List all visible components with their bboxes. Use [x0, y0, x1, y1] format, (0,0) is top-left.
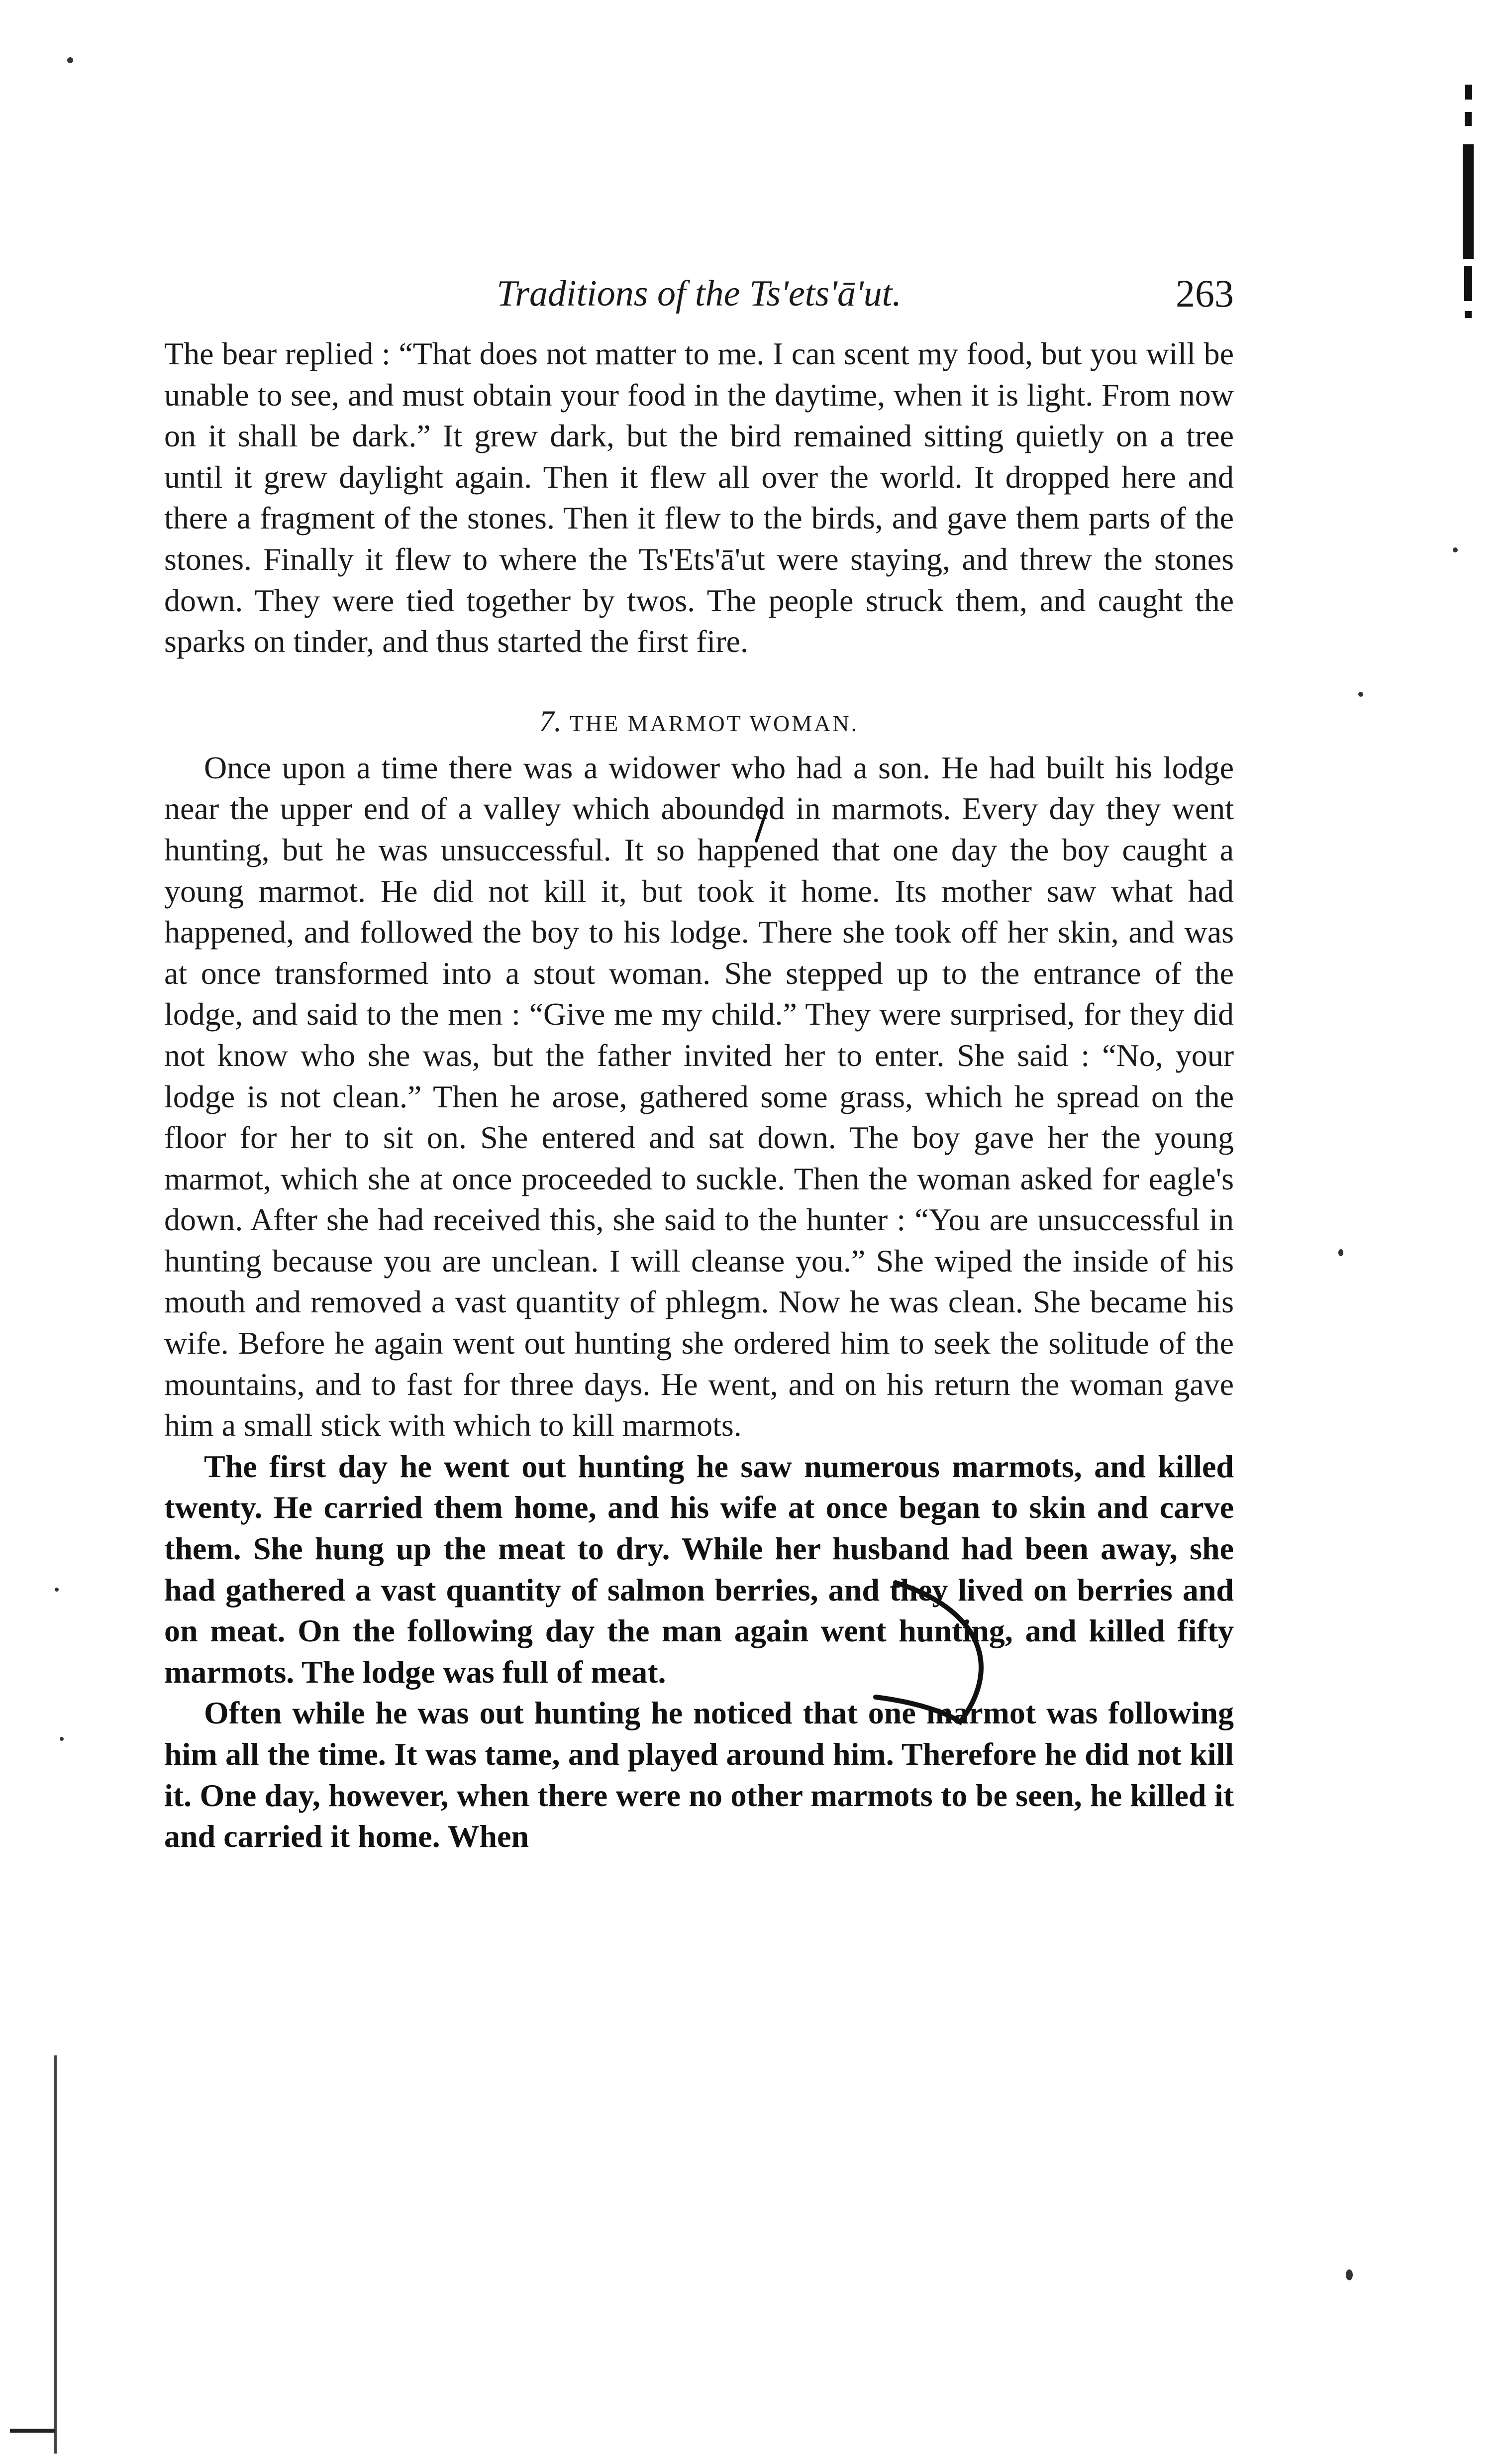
- paragraph: The bear replied : “That does not matter to me. I can scent my food, but you will be unable to see, and must obtain your food in the daytime, when it is light. From now on it shall be dark.” It grew dark, but the bird remained sitting quietly on a tree until it grew daylight again. Then it flew all over the world. It dropped here and there a fragment of the stones. Then it flew to the birds, and gave them parts of the stones. Finally it flew to where the Ts'Ets'ā'ut were staying, and threw the stones down. They were tied together by twos. The people struck them, and caught the sparks on tinder, and thus started the first fire.: [164, 336, 1234, 659]
- paragraph: Once upon a time there was a widower who had a son. He had built his lodge near the upper end of a valley which abounded in marmots. Every day they went hunting, but he was unsuccessful. It so happened that one day the boy caught a young marmot. He did not kill it, but took it home. Its mother saw what had happened, and followed the boy to his lodge. There she took off her skin, and was at once transformed into a stout woman. She stepped up to the entrance of the lodge, and said to the men : “Give me my child.” They were surprised, for they did not know who she was, but the father invited her to enter. She said : “No, your lodge is not clean.” Then he arose, gathered some grass, which he spread on the floor for her to sit on. She entered and sat down. The boy gave her the young marmot, which she at once proceeded to suckle. Then the woman asked for eagle's down. After she had received this, she said to the hunter : “You are unsuccessful in hunting because you are unclean. I will cleanse you.” She wiped the inside of his mouth and removed a vast quantity of phlegm. Now he was clean. She became his wife. Before he again went out hunting she ordered him to seek the solitude of the mountains, and to fast for three days. He went, and on his return the woman gave him a small stick with which to kill marmots.: [164, 750, 1234, 1443]
- scan-speck: [1338, 1249, 1343, 1256]
- scan-edge-mark: [1465, 112, 1472, 126]
- scan-edge-mark: [1463, 144, 1474, 259]
- running-title: Traditions of the Ts'ets'ā'ut.: [497, 273, 902, 314]
- scan-edge-mark: [1465, 311, 1472, 318]
- section-title: THE MARMOT WOMAN.: [569, 710, 859, 736]
- scan-speck: [1453, 547, 1458, 552]
- scan-speck: [1346, 2269, 1353, 2280]
- section-heading: [164, 706, 1234, 739]
- paragraph: Often while he was out hunting he noticed that one marmot was following him all the time. It was tame, and played around him. Therefore he did not kill it. One day, however, when there were no other marmots to be seen, he killed it and carried it home. When: [164, 1695, 1234, 1854]
- scan-edge-mark: [1464, 266, 1472, 301]
- binding-shadow-line: [54, 2055, 57, 2454]
- scan-speck: [1358, 692, 1363, 697]
- binding-shadow-line: [10, 2429, 55, 2433]
- text-column: [164, 333, 1234, 1857]
- running-header: [164, 269, 1234, 319]
- scan-speck: [60, 1737, 64, 1741]
- scan-speck: [55, 1588, 59, 1592]
- paragraph: The first day he went out hunting he saw numerous marmots, and killed twenty. He carried them home, and his wife at once began to skin and carve them. She hung up the meat to dry. While her husband had been away, she had gathered a vast quantity of salmon berries, and they lived on berries and on meat. On the following day the man again went hunting, and killed fifty marmots. The lodge was full of meat.: [164, 1448, 1234, 1690]
- section-number: 7.: [539, 704, 562, 738]
- scan-edge-mark: [1465, 85, 1472, 100]
- page-number: 263: [1176, 272, 1234, 315]
- scan-speck: [67, 57, 73, 63]
